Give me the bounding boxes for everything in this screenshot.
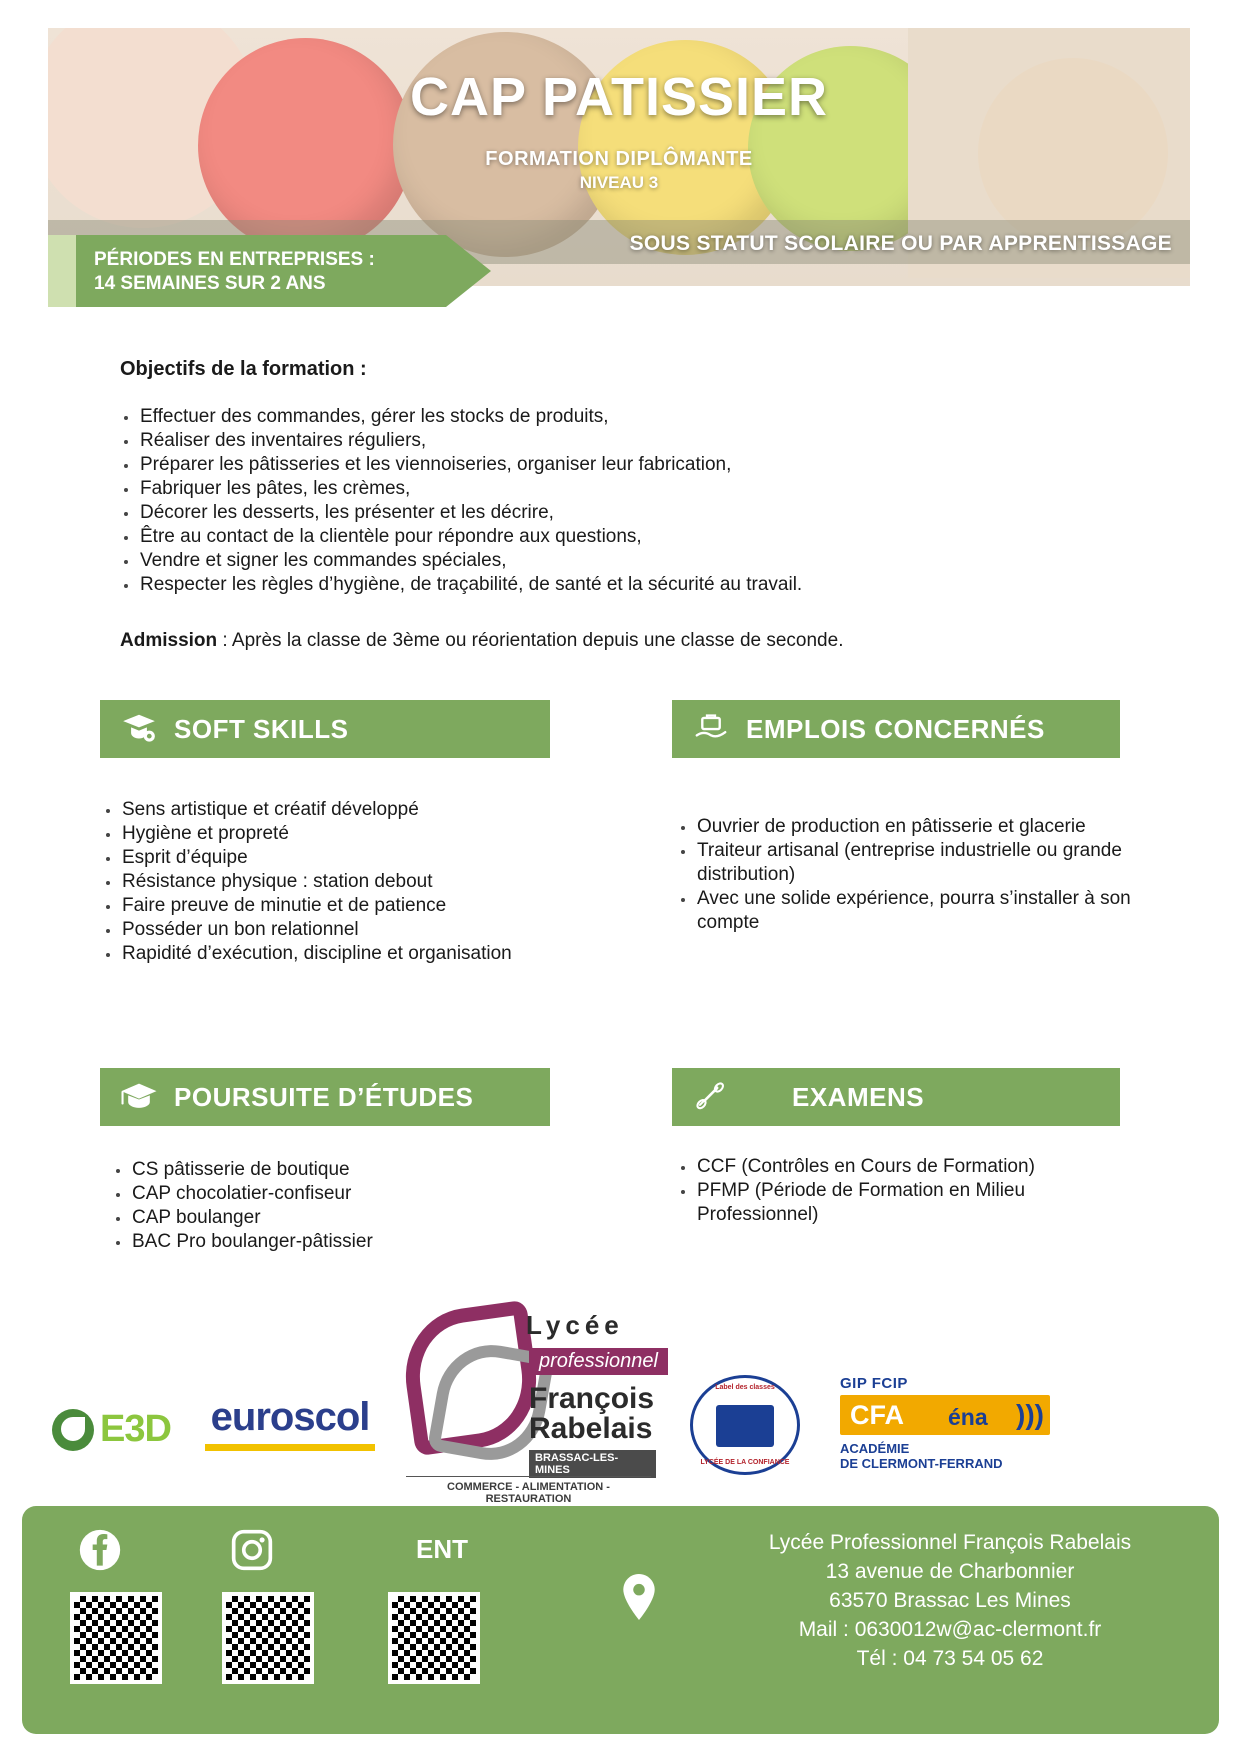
logo-lycee-word: Lycée [526, 1310, 624, 1340]
list-item: PFMP (Période de Formation en Milieu Professionnel) [675, 1179, 1145, 1227]
address-email: Mail : 0630012w@ac-clermont.fr [798, 1618, 1102, 1641]
logo-gip-fcip: GIP FCIP [840, 1375, 908, 1392]
footer-address [715, 1528, 1185, 1673]
academie-line-2: DE CLERMONT-FERRAND [840, 1456, 1003, 1471]
qr-code-instagram[interactable] [222, 1592, 314, 1684]
section-title: EXAMENS [792, 1081, 925, 1112]
academie-line-1: ACADÉMIE [840, 1441, 910, 1456]
instagram-block[interactable] [230, 1528, 274, 1577]
tag-arrow [446, 235, 491, 307]
qr-code-ent[interactable] [388, 1592, 480, 1684]
list-item: CAP chocolatier-confiseur [110, 1182, 580, 1206]
section-header-soft-skills [100, 700, 550, 758]
list-item: Vendre et signer les commandes spéciales, [118, 549, 1078, 573]
logo-label-qualite [690, 1375, 800, 1475]
logo-e3d [52, 1408, 171, 1451]
logo-firstname: François [529, 1382, 655, 1415]
ent-label: ENT [416, 1534, 468, 1564]
list-item: Traiteur artisanal (entreprise industrielle ou grande distribution) [675, 839, 1135, 887]
admission-label: Admission [120, 630, 218, 651]
address-line: 13 avenue de Charbonnier [825, 1560, 1075, 1583]
label-top-text: Label des classes [715, 1384, 775, 1391]
logo-specialties: COMMERCE - ALIMENTATION - RESTAURATION [406, 1476, 651, 1505]
facebook-icon[interactable] [78, 1528, 122, 1572]
tag-line-2: 14 SEMAINES SUR 2 ANS [94, 273, 326, 294]
qr-code-facebook[interactable] [70, 1592, 162, 1684]
logo-academie [840, 1441, 1050, 1471]
section-header-examens [672, 1068, 1120, 1126]
logo-lastname: Rabelais [529, 1412, 653, 1445]
emplois-list [675, 815, 1135, 935]
section-title: SOFT SKILLS [174, 713, 349, 744]
map-pin-icon [622, 1574, 656, 1620]
logo-cfa-text: CFA [850, 1400, 904, 1430]
objectives-title: Objectifs de la formation : [120, 358, 367, 380]
hero-band-text: SOUS STATUT SCOLAIRE OU PAR APPRENTISSAGE [629, 232, 1172, 255]
graduate-gear-icon [118, 708, 160, 750]
euroscol-underline [205, 1444, 375, 1451]
address-line: Lycée Professionnel François Rabelais [768, 1531, 1132, 1554]
list-item: Préparer les pâtisseries et les viennoiseries, organiser leur fabrication, [118, 453, 1078, 477]
list-item: CAP boulanger [110, 1206, 580, 1230]
examens-list [675, 1155, 1145, 1227]
tag-text [94, 248, 375, 296]
hero-subtitle-2: NIVEAU 3 [579, 173, 659, 192]
tag-light-block [48, 235, 78, 307]
list-item: Ouvrier de production en pâtisserie et glacerie [675, 815, 1135, 839]
logo-euroscol-text: euroscol [210, 1395, 370, 1439]
logo-e3d-text: E3D [100, 1408, 171, 1450]
section-title: EMPLOIS CONCERNÉS [746, 713, 1045, 744]
list-item: Résistance physique : station debout [100, 870, 570, 894]
list-item: Avec une solide expérience, pourra s’installer à son compte [675, 887, 1135, 935]
sound-waves-icon: ))) [1016, 1399, 1044, 1430]
list-item: Posséder un bon relationnel [100, 918, 570, 942]
label-bottom-text: LYCÉE DE LA CONFIANCE [700, 1459, 790, 1466]
list-item: Réaliser des inventaires réguliers, [118, 429, 1078, 453]
list-item: Sens artistique et créatif développé [100, 798, 570, 822]
diploma-scroll-icon [690, 1076, 732, 1118]
list-item: Hygiène et propreté [100, 822, 570, 846]
instagram-icon[interactable] [230, 1528, 274, 1572]
leaf-icon [52, 1409, 94, 1451]
logo-cfa-ena [840, 1375, 1050, 1471]
facebook-block[interactable] [78, 1528, 122, 1577]
list-item: Respecter les règles d’hygiène, de traçabilité, de santé et la sécurité au travail. [118, 573, 1078, 597]
list-item: Être au contact de la clientèle pour répondre aux questions, [118, 525, 1078, 549]
admission-line [120, 630, 843, 652]
poursuite-list [110, 1158, 580, 1254]
internship-tag [48, 235, 488, 307]
list-item: Décorer les desserts, les présenter et les décrire, [118, 501, 1078, 525]
list-item: CCF (Contrôles en Cours de Formation) [675, 1155, 1145, 1179]
logo-euroscol [205, 1395, 375, 1451]
section-title: POURSUITE D’ÉTUDES [174, 1081, 474, 1112]
address-phone: Tél : 04 73 54 05 62 [856, 1647, 1044, 1670]
address-line: 63570 Brassac Les Mines [829, 1589, 1071, 1612]
objectives-list [118, 405, 1078, 597]
cfa-bar [840, 1395, 1050, 1435]
list-item: CS pâtisserie de boutique [110, 1158, 580, 1182]
book-icon [716, 1405, 774, 1447]
list-item: Effectuer des commandes, gérer les stocks de produits, [118, 405, 1078, 429]
logo-lycee-rabelais [396, 1300, 658, 1505]
logo-city: BRASSAC-LES-MINES [529, 1450, 656, 1478]
hero-subtitle-1: FORMATION DIPLÔMANTE [485, 148, 753, 170]
logo-ena-text: éna [948, 1404, 988, 1430]
briefcase-hand-icon [690, 708, 732, 750]
list-item: Faire preuve de minutie et de patience [100, 894, 570, 918]
tag-line-1: PÉRIODES EN ENTREPRISES : [94, 249, 375, 270]
logo-professionnel-word: professionnel [529, 1348, 668, 1375]
soft-skills-list [100, 798, 570, 966]
list-item: Fabriquer les pâtes, les crèmes, [118, 477, 1078, 501]
graduation-cap-icon [118, 1076, 160, 1118]
footer-panel [22, 1506, 1219, 1734]
list-item: Esprit d’équipe [100, 846, 570, 870]
section-header-poursuite [100, 1068, 550, 1126]
hero-title: CAP PATISSIER [409, 67, 829, 127]
admission-text: : Après la classe de 3ème ou réorientation depuis une classe de seconde. [217, 630, 844, 651]
list-item: BAC Pro boulanger-pâtissier [110, 1230, 580, 1254]
section-header-emplois [672, 700, 1120, 758]
list-item: Rapidité d’exécution, discipline et organisation [100, 942, 570, 966]
